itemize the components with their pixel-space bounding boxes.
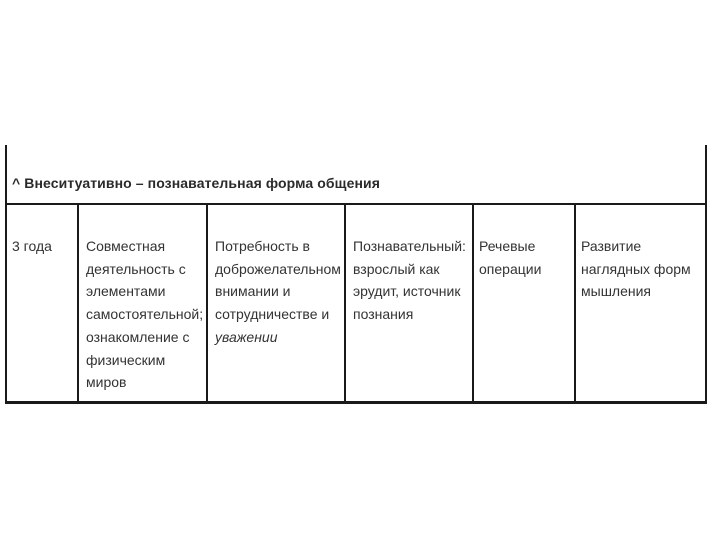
- column-divider: [344, 203, 346, 401]
- cell-line: ознакомление с: [86, 328, 190, 345]
- cell-need: [215, 235, 341, 349]
- cell-means: [479, 235, 541, 280]
- column-divider: [574, 203, 576, 401]
- cell-line: физическим: [86, 351, 166, 368]
- table-header-title: ^ Внеситуативно – познавательная форма общения: [12, 175, 380, 191]
- table-header-row: [7, 145, 705, 205]
- cell-line: деятельность с: [86, 260, 186, 277]
- cell-line: Совместная: [86, 238, 166, 254]
- cell-result: [581, 235, 691, 303]
- cell-activity: [86, 235, 203, 394]
- cell-line: внимании и: [215, 283, 291, 300]
- cell-line: Развитие: [581, 238, 642, 254]
- cell-line: мышления: [581, 283, 652, 300]
- cell-line: доброжелательном: [215, 260, 341, 277]
- cell-line: познания: [353, 306, 414, 323]
- data-table: [5, 145, 707, 404]
- cell-line: операции: [479, 260, 542, 277]
- cell-motive: [353, 235, 466, 326]
- cell-line: эрудит, источник: [353, 283, 461, 300]
- cell-age: [12, 235, 52, 258]
- cell-line: 3 года: [12, 238, 52, 254]
- cell-line: элементами: [86, 283, 166, 300]
- cell-line: взрослый как: [353, 260, 440, 277]
- cell-line: наглядных форм: [581, 260, 691, 277]
- cell-line: Познавательный:: [353, 238, 466, 254]
- column-divider: [77, 203, 79, 401]
- column-divider: [472, 203, 474, 401]
- cell-line: самостоятельной;: [86, 306, 204, 323]
- cell-line: уважении: [215, 328, 278, 345]
- cell-line: Речевые: [479, 238, 536, 254]
- cell-line: Потребность в: [215, 238, 310, 254]
- column-divider: [206, 203, 208, 401]
- cell-line: сотрудничестве и: [215, 306, 330, 323]
- cell-line: миров: [86, 374, 127, 391]
